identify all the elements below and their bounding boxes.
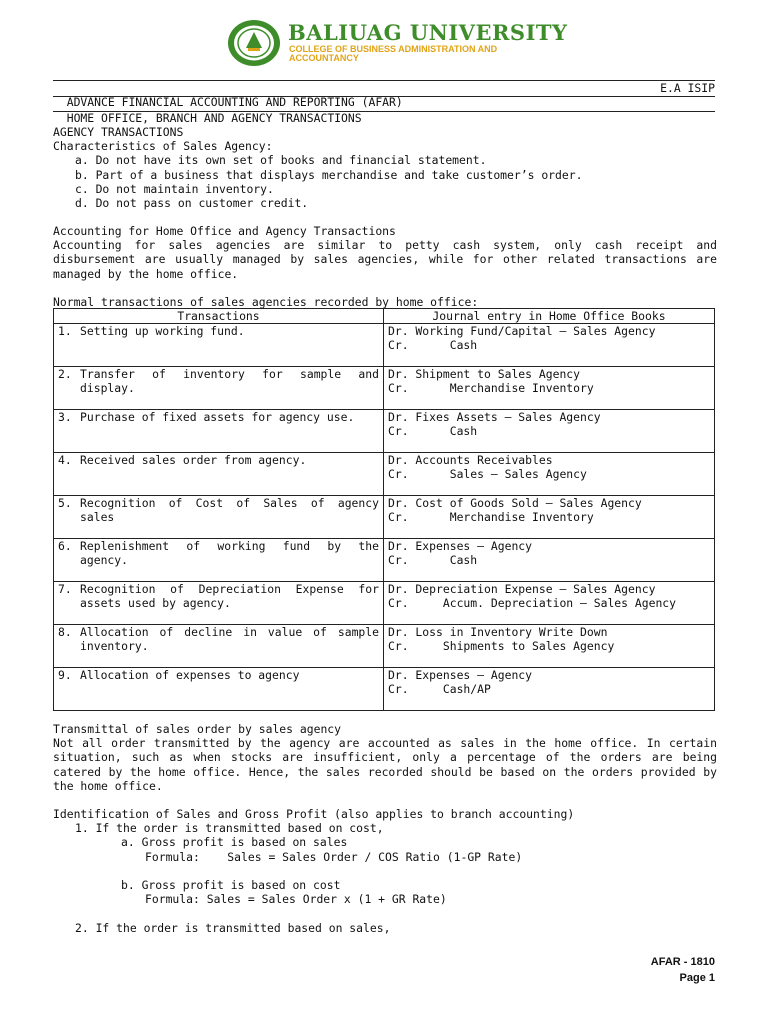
identification-formula-1b: Formula: Sales = Sales Order x (1 + GR Rate)	[145, 892, 447, 907]
table-row	[54, 625, 715, 668]
agency-item: d. Do not pass on customer credit.	[75, 195, 309, 210]
transaction-description: Setting up working fund.	[80, 324, 245, 339]
agency-item: c. Do not maintain inventory.	[75, 181, 274, 196]
journal-debit: Dr. Working Fund/Capital – Sales Agency	[388, 324, 656, 339]
identification-heading: Identification of Sales and Gross Profit (also applies to branch accounting)	[53, 807, 575, 821]
journal-credit: Cr. Cash	[388, 338, 478, 353]
course-title: ADVANCE FINANCIAL ACCOUNTING AND REPORTING (AFAR)	[66, 95, 403, 110]
table-row	[54, 453, 715, 496]
row-number: 7.	[58, 582, 72, 597]
transaction-description: Allocation of decline in value of sample inventory.	[80, 625, 379, 654]
identification-item-1: 1. If the order is transmitted based on cost,	[75, 821, 384, 836]
table-row	[54, 582, 715, 625]
table-row	[54, 410, 715, 453]
transaction-description: Recognition of Cost of Sales of agency sales	[80, 496, 379, 525]
identification-item-1a: a. Gross profit is based on sales	[121, 835, 348, 850]
page-number: Page 1	[679, 972, 715, 984]
journal-credit: Cr. Cash	[388, 424, 478, 439]
row-number: 3.	[58, 410, 72, 425]
row-number: 1.	[58, 324, 72, 339]
blank-line	[53, 864, 717, 878]
table-row	[54, 496, 715, 539]
row-number: 6.	[58, 539, 72, 554]
transmittal-heading: Transmittal of sales order by sales agency	[53, 722, 342, 736]
journal-credit: Cr. Accum. Depreciation – Sales Agency	[388, 596, 677, 611]
agency-item: a. Do not have its own set of books and financial statement.	[75, 153, 487, 168]
journal-debit: Dr. Shipment to Sales Agency	[388, 367, 581, 382]
journal-credit: Cr. Cash/AP	[388, 682, 491, 697]
identification-item-2: 2. If the order is transmitted based on sales,	[75, 920, 391, 935]
university-seal-icon	[226, 18, 282, 68]
journal-debit: Dr. Loss in Inventory Write Down	[388, 625, 608, 640]
journal-debit: Dr. Depreciation Expense – Sales Agency	[388, 582, 656, 597]
college-line-1: COLLEGE OF BUSINESS ADMINISTRATION AND	[289, 44, 498, 54]
transaction-description: Transfer of inventory for sample and display.	[80, 367, 379, 396]
identification-formula-1a: Formula: Sales = Sales Order / COS Ratio (1-GP Rate)	[145, 849, 523, 864]
identification-section	[53, 807, 717, 935]
table-header-row	[54, 309, 715, 324]
identification-item-1b: b. Gross profit is based on cost	[121, 877, 341, 892]
document-code: AFAR - 1810	[650, 956, 715, 968]
journal-debit: Dr. Expenses – Agency	[388, 668, 533, 683]
row-number: 2.	[58, 367, 72, 382]
journal-credit: Cr. Merchandise Inventory	[388, 381, 594, 396]
university-header	[226, 18, 568, 68]
transaction-description: Replenishment of working fund by the agency.	[80, 539, 379, 568]
row-number: 9.	[58, 668, 72, 683]
table-header-transactions: Transactions	[54, 309, 384, 324]
college-line-2: ACCOUNTANCY	[289, 53, 359, 63]
journal-credit: Cr. Cash	[388, 553, 478, 568]
agency-section	[53, 125, 717, 210]
university-name: BALIUAG UNIVERSITY	[288, 20, 568, 45]
accounting-heading: Accounting for Home Office and Agency Transactions	[53, 224, 396, 238]
row-number: 5.	[58, 496, 72, 511]
journal-debit: Dr. Accounts Receivables	[388, 453, 553, 468]
transaction-description: Purchase of fixed assets for agency use.	[80, 410, 355, 425]
topic-title: HOME OFFICE, BRANCH AND AGENCY TRANSACTIONS	[66, 111, 362, 126]
blank-line	[53, 906, 717, 920]
table-caption: Normal transactions of sales agencies recorded by home office:	[53, 295, 479, 309]
agency-subheading: Characteristics of Sales Agency:	[53, 139, 273, 154]
author: E.A ISIP	[660, 81, 715, 95]
transaction-description: Received sales order from agency.	[80, 453, 307, 468]
transmittal-section	[53, 722, 717, 793]
transactions-table	[53, 308, 715, 711]
row-number: 4.	[58, 453, 72, 468]
journal-credit: Cr. Shipments to Sales Agency	[388, 639, 615, 654]
table-row	[54, 539, 715, 582]
accounting-paragraph: Accounting for sales agencies are similar to petty cash system, only cash receipt and disbursement are usually managed by sales agencies, while for other related transactions are managed by the home office.	[53, 238, 717, 281]
journal-debit: Dr. Cost of Goods Sold – Sales Agency	[388, 496, 642, 511]
table-row	[54, 668, 715, 711]
transmittal-paragraph: Not all order transmitted by the agency are accounted as sales in the home office. In certain situation, such as when stocks are insufficient, only a percentage of the orders are being catered by the home office. Hence, the sales recorded should be based on the orders provided by the home office.	[53, 736, 717, 793]
agency-item: b. Part of a business that displays merchandise and take customer’s order.	[75, 167, 583, 182]
transaction-description: Allocation of expenses to agency	[80, 668, 300, 683]
journal-debit: Dr. Expenses – Agency	[388, 539, 533, 554]
journal-credit: Cr. Sales – Sales Agency	[388, 467, 587, 482]
table-row	[54, 324, 715, 367]
table-row	[54, 367, 715, 410]
agency-heading: AGENCY TRANSACTIONS	[53, 125, 184, 139]
college-name	[289, 45, 549, 63]
journal-debit: Dr. Fixes Assets – Sales Agency	[388, 410, 601, 425]
header-rule-bottom	[53, 111, 715, 112]
row-number: 8.	[58, 625, 72, 640]
transaction-description: Recognition of Depreciation Expense for assets used by agency.	[80, 582, 379, 611]
accounting-section	[53, 224, 717, 281]
table-header-journal: Journal entry in Home Office Books	[384, 309, 715, 324]
journal-credit: Cr. Merchandise Inventory	[388, 510, 594, 525]
